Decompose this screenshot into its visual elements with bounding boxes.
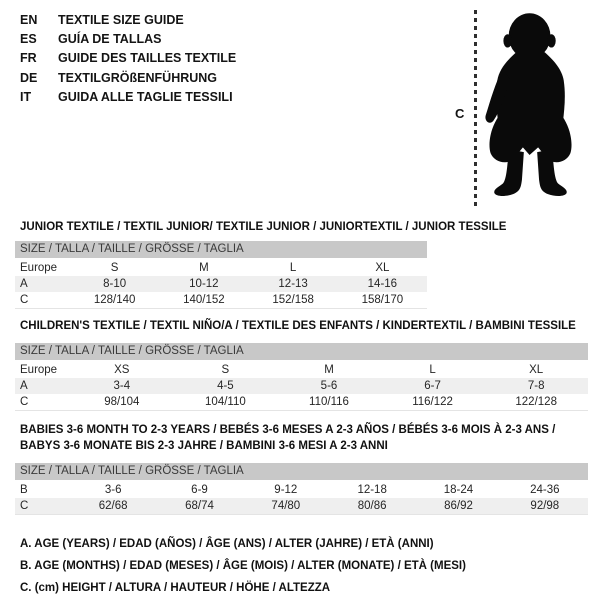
cell: 12-18 — [357, 484, 387, 496]
height-dashed-line — [474, 10, 477, 207]
language-row-en — [20, 10, 236, 29]
cell: 110/116 — [277, 394, 381, 411]
babies-size-table — [15, 463, 588, 515]
language-row-de — [20, 68, 236, 87]
babies-table-title: BABIES 3-6 MONTH TO 2-3 YEARS / BEBÉS 3-6 MESES A 2-3 AÑOS / BÉBÉS 3-6 MOIS À 2-3 ANS / BABYS 3-6 MONATE BIS 2-3 JAHRE / BAMBINI 3-6 MESI A 2-3 ANNI — [20, 424, 556, 452]
language-row-es — [20, 29, 236, 48]
legend — [20, 533, 466, 599]
cell: 152/158 — [249, 292, 338, 309]
table-row-europe — [15, 260, 427, 276]
cell: 62/68 — [70, 498, 156, 515]
language-title: TEXTILE SIZE GUIDE — [58, 12, 184, 27]
language-code: ES — [20, 31, 37, 46]
cell: 10-12 — [159, 276, 248, 292]
table-row-height — [15, 394, 588, 411]
size-header-bar: SIZE / TALLA / TAILLE / GRÖSSE / TAGLIA — [15, 343, 588, 362]
table-row-height — [15, 292, 427, 309]
cell: 24-36 — [530, 484, 560, 496]
language-code: IT — [20, 89, 32, 104]
language-code: FR — [20, 51, 37, 66]
cell: 9-12 — [274, 484, 298, 496]
cell: 6-7 — [381, 378, 485, 394]
cell: 12-13 — [249, 276, 338, 292]
language-title: GUIDA ALLE TAGLIE TESSILI — [58, 89, 233, 104]
row-label: C — [15, 292, 70, 309]
size-header-bar: SIZE / TALLA / TAILLE / GRÖSSE / TAGLIA — [15, 241, 427, 260]
row-label: B — [20, 484, 28, 496]
cell: XL — [375, 262, 390, 274]
cell: S — [110, 262, 119, 274]
cell: XS — [114, 364, 130, 376]
cell: 98/104 — [70, 394, 174, 411]
cell: 3-4 — [70, 378, 174, 394]
cell: 7-8 — [484, 378, 588, 394]
legend-line-b: B. AGE (MONTHS) / EDAD (MESES) / ÂGE (MOIS) / ALTER (MONATE) / ETÀ (MESI) — [20, 560, 466, 572]
language-title-list — [20, 10, 236, 106]
cell: 74/80 — [243, 498, 329, 515]
cell: 104/110 — [174, 394, 278, 411]
junior-size-table — [15, 241, 427, 309]
cell: 5-6 — [277, 378, 381, 394]
language-title: TEXTILGRÖßENFÜHRUNG — [58, 70, 218, 85]
language-code: DE — [20, 70, 38, 85]
row-label: A — [15, 276, 70, 292]
language-code: EN — [20, 12, 38, 27]
table-row-europe — [15, 362, 588, 378]
table-row-age — [15, 276, 427, 292]
language-row-fr — [20, 49, 236, 68]
legend-line-a: A. AGE (YEARS) / EDAD (AÑOS) / ÂGE (ANS) / ALTER (JAHRE) / ETÀ (ANNI) — [20, 538, 434, 550]
row-label: Europe — [20, 262, 58, 274]
row-label: Europe — [20, 364, 58, 376]
cell: 80/86 — [329, 498, 415, 515]
language-title: GUÍA DE TALLAS — [58, 31, 162, 46]
cell: 14-16 — [338, 276, 427, 292]
cell: 4-5 — [174, 378, 278, 394]
cell: 86/92 — [415, 498, 501, 515]
legend-line-c: C. (cm) HEIGHT / ALTURA / HAUTEUR / HÖHE / ALTEZZA — [20, 582, 331, 594]
cell: 140/152 — [159, 292, 248, 309]
cell: 3-6 — [104, 484, 122, 496]
cell: L — [289, 262, 297, 274]
cell: M — [324, 364, 334, 376]
language-title: GUIDE DES TAILLES TEXTILE — [58, 51, 237, 66]
toddler-silhouette-icon — [482, 6, 579, 207]
row-label: A — [15, 378, 70, 394]
cell: 92/98 — [502, 498, 588, 515]
cell: L — [429, 364, 436, 376]
children-size-table — [15, 343, 588, 411]
children-table-title: CHILDREN'S TEXTILE / TEXTIL NIÑO/A / TEXTILE DES ENFANTS / KINDERTEXTIL / BAMBINI TESSILE — [20, 320, 576, 332]
cell: 18-24 — [443, 484, 474, 496]
table-row-height — [15, 498, 588, 515]
size-header-bar: SIZE / TALLA / TAILLE / GRÖSSE / TAGLIA — [15, 463, 588, 482]
table-row-age — [15, 378, 588, 394]
cell: S — [221, 364, 230, 376]
row-label: C — [15, 394, 70, 411]
cell: 6-9 — [191, 484, 208, 496]
cell: 116/122 — [381, 394, 485, 411]
cell: 122/128 — [484, 394, 588, 411]
cell: 8-10 — [70, 276, 159, 292]
row-label: C — [15, 498, 70, 515]
cell: 128/140 — [70, 292, 159, 309]
cell: 158/170 — [338, 292, 427, 309]
cell: XL — [529, 364, 544, 376]
junior-table-title: JUNIOR TEXTILE / TEXTIL JUNIOR/ TEXTILE JUNIOR / JUNIORTEXTIL / JUNIOR TESSILE — [20, 221, 507, 233]
cell: 68/74 — [156, 498, 242, 515]
height-measure-label: C — [455, 106, 465, 121]
cell: M — [199, 262, 209, 274]
table-row-months — [15, 482, 588, 498]
language-row-it — [20, 87, 236, 106]
